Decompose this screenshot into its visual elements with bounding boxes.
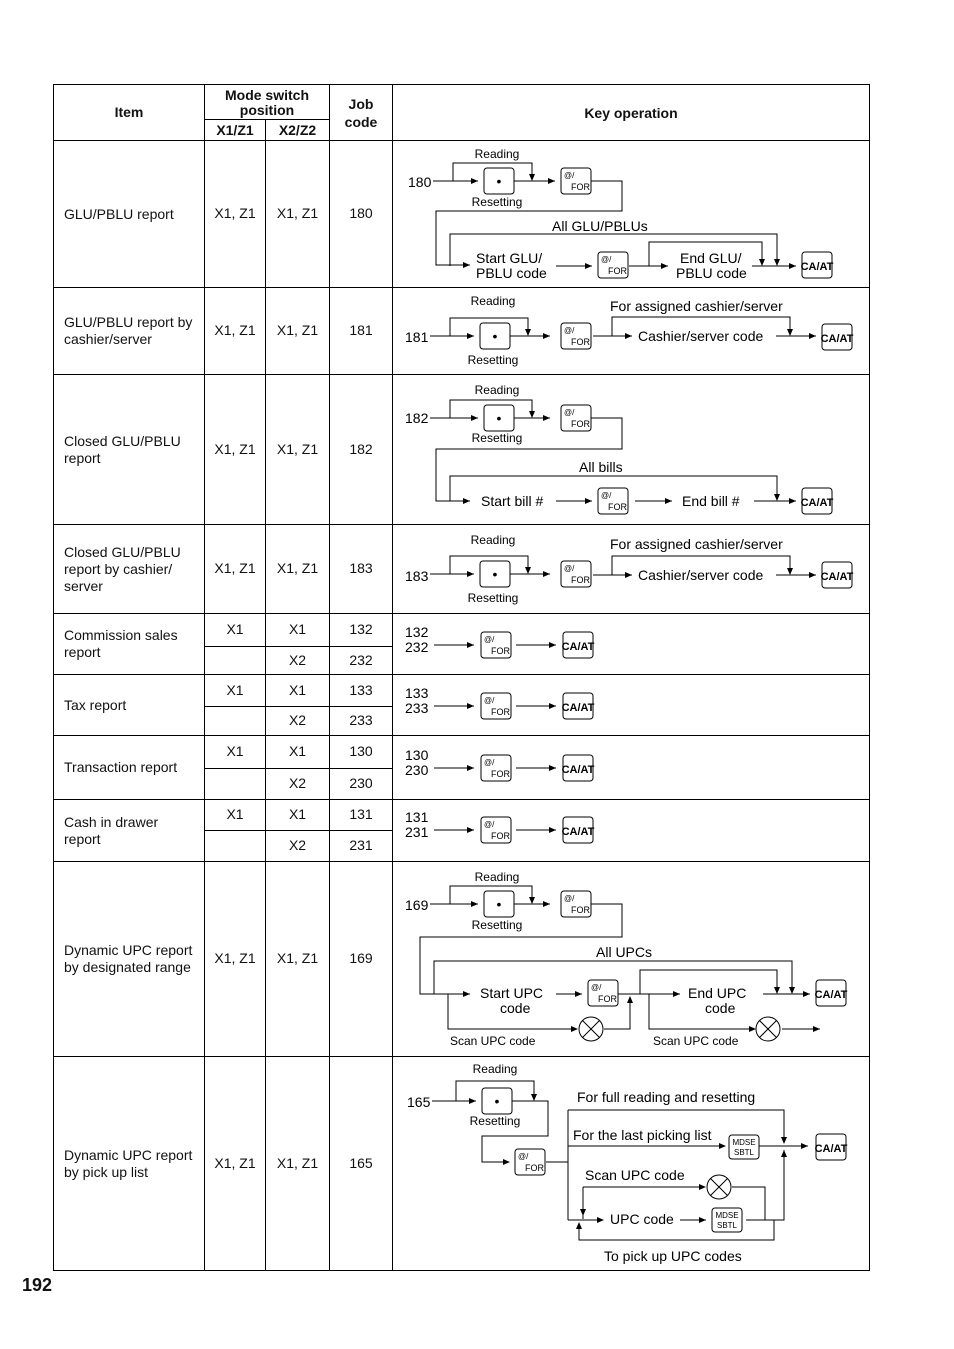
reading-label: Reading [474, 147, 520, 161]
for-key-bottom: FOR [571, 182, 590, 192]
arrow-head [803, 991, 810, 997]
x1z1-value: X1, Z1 [214, 440, 256, 457]
arrow-head [571, 1026, 578, 1032]
x1z1-value: X1, Z1 [214, 560, 256, 576]
arrow-head [774, 987, 780, 994]
arrow-head [585, 263, 592, 269]
arrow-head [781, 1137, 787, 1144]
x1z1-value: X1, Z1 [214, 205, 256, 221]
reading-label: Reading [474, 870, 520, 884]
x2z2-value: X2 [288, 837, 307, 853]
arrow-head [548, 178, 555, 184]
item-label: cashier/server [64, 331, 152, 347]
end-upc-label: code [705, 1000, 736, 1016]
job-code-text: 230 [405, 762, 429, 778]
page-number: 192 [22, 1275, 53, 1295]
arrow-head [529, 897, 535, 904]
item-label: report [64, 830, 101, 847]
for-key-bottom: FOR [571, 575, 590, 585]
start-glu-label: PBLU code [476, 265, 547, 281]
job-code-value: 169 [349, 950, 373, 966]
reading-label: Reading [470, 294, 516, 308]
arrow-head [543, 333, 550, 339]
item-label: Cash in drawer [64, 813, 159, 830]
arrow-head [809, 333, 816, 339]
job-code-value: 165 [349, 1154, 373, 1171]
all-bills-label: All bills [579, 459, 623, 475]
arrow-head [789, 263, 796, 269]
arrow-head [699, 1184, 706, 1190]
arrow-head [661, 263, 668, 269]
x2z2-value: X1 [288, 743, 307, 759]
end-glu-label: PBLU code [676, 265, 747, 281]
arrow-head [467, 703, 474, 709]
for-key-bottom: FOR [608, 502, 627, 512]
arrow-head [789, 987, 795, 994]
arrow-head [471, 901, 478, 907]
job-code-value: 130 [349, 743, 373, 759]
for-assigned-label: For assigned cashier/server [610, 536, 783, 552]
x1z1-value: X1 [226, 806, 244, 822]
item-label: server [64, 577, 103, 594]
arrow-head [471, 178, 478, 184]
ca-at-key-label: CA/AT [820, 333, 854, 345]
x2z2-value: X1, Z1 [276, 1154, 319, 1171]
item-label: GLU/PBLU report [64, 205, 174, 222]
x2z2-value: X1, Z1 [276, 560, 319, 576]
job-code-value: 231 [349, 837, 373, 853]
upc-code-label: UPC code [610, 1211, 674, 1227]
for-key-bottom: FOR [571, 905, 590, 915]
x2z2-value: X1 [288, 621, 307, 637]
arrow-head [549, 765, 556, 771]
job-code-text: 131 [405, 809, 429, 825]
for-assigned-label: For assigned cashier/server [610, 298, 783, 314]
x2z2-value: X2 [288, 651, 307, 668]
item-label: Closed GLU/PBLU [64, 432, 181, 449]
item-label: report [64, 644, 101, 660]
all-upcs-label: All UPCs [596, 944, 653, 960]
end-glu-label: End GLU/ [680, 250, 742, 266]
end-bill-label: End bill # [682, 493, 740, 509]
arrow-head [463, 262, 470, 268]
arrow-head [597, 1217, 604, 1223]
item-label: Dynamic UPC report [64, 1146, 193, 1163]
for-key-top: @/ [484, 635, 495, 644]
for-key-top: @/ [564, 408, 575, 417]
for-key-bottom: FOR [598, 994, 617, 1004]
resetting-label: Resetting [471, 431, 523, 445]
x1z1-value: X1, Z1 [214, 1154, 256, 1171]
arrow-head [575, 991, 582, 997]
x2z2-value: X1, Z1 [276, 205, 319, 221]
for-key-bottom: FOR [571, 419, 590, 429]
arrow-head [467, 333, 474, 339]
header-key-operation-label: Key operation [584, 104, 678, 121]
job-code-text: 233 [405, 700, 429, 716]
mdse-key-label: MDSE [715, 1211, 739, 1220]
for-key-top: @/ [518, 1152, 529, 1161]
dot-key-label: • [496, 896, 502, 912]
job-code-text: 182 [405, 410, 429, 426]
reading-label: Reading [474, 383, 520, 397]
job-code-text: 165 [407, 1094, 431, 1110]
job-code-text: 181 [405, 329, 429, 345]
x2z2-value: X1 [288, 681, 307, 698]
for-key-top: @/ [601, 491, 612, 500]
arrow-head [503, 1159, 510, 1165]
job-code-value: 182 [349, 440, 373, 457]
item-label: Dynamic UPC report [64, 942, 193, 958]
start-glu-label: Start GLU/ [476, 250, 543, 266]
arrow-head [467, 571, 474, 577]
item-label: GLU/PBLU report by [64, 314, 193, 330]
header-job-line2: code [344, 114, 378, 130]
arrow-head [529, 174, 535, 181]
arrow-head [471, 415, 478, 421]
job-code-text: 231 [405, 824, 429, 840]
arrow-head [787, 568, 793, 575]
arrow-head [549, 703, 556, 709]
arrow-head [774, 259, 780, 266]
for-key-top: @/ [484, 696, 495, 705]
item-label: report by cashier/ [64, 560, 173, 577]
arrow-head [813, 1026, 820, 1032]
ca-at-key-label: CA/AT [820, 571, 854, 583]
for-key-bottom: FOR [525, 1163, 544, 1173]
arrow-head [576, 1222, 582, 1229]
job-code-value: 183 [349, 560, 373, 576]
resetting-label: Resetting [467, 353, 519, 367]
reading-label: Reading [470, 533, 516, 547]
job-code-value: 233 [349, 712, 373, 728]
to-pick-up-label: To pick up UPC codes [604, 1248, 742, 1264]
sbtl-key-label: SBTL [716, 1221, 738, 1230]
header-mode-line1: Mode switch [224, 86, 309, 103]
job-code-value: 230 [349, 775, 373, 791]
reading-label: Reading [472, 1062, 518, 1076]
for-key-top: @/ [564, 171, 575, 180]
job-code-value: 131 [349, 806, 373, 822]
item-label: Tax report [64, 696, 127, 713]
x2z2-value: X2 [288, 712, 307, 728]
item-label: Transaction report [64, 759, 178, 775]
for-key-bottom: FOR [571, 337, 590, 347]
header-x2z2-label: X2/Z2 [278, 121, 317, 138]
arrow-head [467, 765, 474, 771]
start-bill-label: Start bill # [481, 493, 544, 509]
resetting-label: Resetting [471, 195, 523, 209]
x1z1-value: X1, Z1 [214, 950, 256, 966]
arrow-head [781, 1150, 787, 1157]
x2z2-value: X1, Z1 [276, 322, 319, 338]
header-job-line1: Job [348, 96, 374, 112]
for-key-bottom: FOR [491, 707, 510, 717]
pick-up-loop [579, 1220, 774, 1240]
item-label: report [64, 449, 101, 466]
ca-at-key-label: CA/AT [800, 261, 834, 273]
for-key-bottom: FOR [491, 769, 510, 779]
x2z2-value: X1, Z1 [276, 950, 319, 966]
item-label: Closed GLU/PBLU [64, 543, 181, 560]
start-upc-label: code [500, 1000, 531, 1016]
x1z1-value: X1, Z1 [214, 322, 256, 338]
arrow-head [543, 901, 550, 907]
item-label: Commission sales [64, 627, 178, 643]
job-code-value: 181 [349, 322, 373, 338]
arrow-head [759, 259, 765, 266]
job-code-text: 180 [408, 174, 432, 190]
x1z1-value: X1 [226, 681, 244, 698]
mdse-key-label: MDSE [732, 1138, 756, 1147]
for-key-top: @/ [564, 894, 575, 903]
arrow-head [467, 642, 474, 648]
arrow-head [585, 498, 592, 504]
cashier-code-label: Cashier/server code [638, 328, 764, 344]
arrow-head [543, 415, 550, 421]
dot-key-label: • [496, 410, 502, 426]
scan-upc-label: Scan UPC code [653, 1034, 739, 1048]
arrow-head [549, 642, 556, 648]
arrow-head [625, 333, 632, 339]
job-code-text: 132 [405, 624, 429, 640]
arrow-head [673, 991, 680, 997]
item-label: by pick up list [64, 1163, 149, 1180]
arrow-head [774, 494, 780, 501]
ca-at-key-label: CA/AT [814, 989, 848, 1001]
ca-at-key-label: CA/AT [561, 641, 595, 653]
start-upc-label: Start UPC [480, 985, 544, 1001]
x2z2-value: X1, Z1 [276, 440, 319, 457]
scan-upc-label: Scan UPC code [450, 1034, 536, 1048]
arrow-head [531, 1094, 537, 1101]
arrow-head [525, 567, 531, 574]
scan-upc-label: Scan UPC code [585, 1167, 685, 1183]
resetting-label: Resetting [471, 918, 523, 932]
cashier-code-label: Cashier/server code [638, 567, 764, 583]
full-reading-label: For full reading and resetting [577, 1089, 756, 1105]
for-key-top: @/ [484, 820, 495, 829]
arrow-head [787, 329, 793, 336]
arrow-head [543, 571, 550, 577]
x2z2-value: X1 [288, 806, 307, 822]
job-code-text: 133 [405, 685, 429, 701]
job-code-value: 232 [349, 651, 373, 668]
item-label: by designated range [64, 959, 191, 975]
arrow-head [525, 329, 531, 336]
job-code-value: 133 [349, 681, 373, 698]
all-glu-label: All GLU/PBLUs [552, 218, 648, 234]
arrow-head [549, 827, 556, 833]
ca-at-key-label: CA/AT [814, 1143, 848, 1155]
arrow-head [625, 572, 632, 578]
ca-at-key-label: CA/AT [800, 497, 834, 509]
resetting-label: Resetting [467, 591, 519, 605]
arrow-head [665, 498, 672, 504]
header-x1z1-label: X1/Z1 [216, 121, 254, 138]
arrow-head [463, 991, 470, 997]
arrow-head [627, 996, 633, 1003]
arrow-head [467, 827, 474, 833]
dot-key-label: • [492, 328, 498, 344]
x2z2-value: X2 [288, 775, 307, 791]
header-item-label: Item [114, 104, 144, 120]
arrow-head [529, 411, 535, 418]
arrow-head [463, 498, 470, 504]
dot-key-label: • [492, 566, 498, 582]
for-key-top: @/ [484, 758, 495, 767]
arrow-head [580, 1209, 586, 1216]
job-code-value: 180 [349, 205, 373, 221]
ca-at-key-label: CA/AT [561, 702, 595, 714]
for-key-top: @/ [564, 564, 575, 573]
dot-key-label: • [496, 173, 502, 189]
job-code-text: 169 [405, 897, 429, 913]
job-code-value: 132 [349, 621, 373, 637]
ca-at-key-label: CA/AT [561, 764, 595, 776]
arrow-head [699, 1217, 706, 1223]
x1z1-value: X1 [226, 621, 244, 637]
for-key-top: @/ [591, 983, 602, 992]
arrow-head [719, 1143, 726, 1149]
arrow-head [749, 1026, 756, 1032]
job-code-text: 183 [405, 568, 429, 584]
job-code-text: 232 [405, 639, 429, 655]
for-key-bottom: FOR [608, 266, 627, 276]
ca-at-key-label: CA/AT [561, 826, 595, 838]
for-key-top: @/ [601, 255, 612, 264]
for-key-bottom: FOR [491, 831, 510, 841]
for-key-bottom: FOR [491, 646, 510, 656]
sbtl-key-label: SBTL [733, 1148, 755, 1157]
last-picking-label: For the last picking list [573, 1127, 712, 1143]
dot-key-label: • [494, 1093, 500, 1109]
end-upc-label: End UPC [688, 985, 747, 1001]
arrow-head [789, 498, 796, 504]
job-code-text: 130 [405, 747, 429, 763]
resetting-label: Resetting [469, 1114, 521, 1128]
header-mode-line2: position [239, 101, 295, 118]
x1z1-value: X1 [226, 743, 244, 759]
arrow-head [809, 572, 816, 578]
for-key-top: @/ [564, 326, 575, 335]
arrow-head [801, 1143, 808, 1149]
arrow-head [469, 1098, 476, 1104]
